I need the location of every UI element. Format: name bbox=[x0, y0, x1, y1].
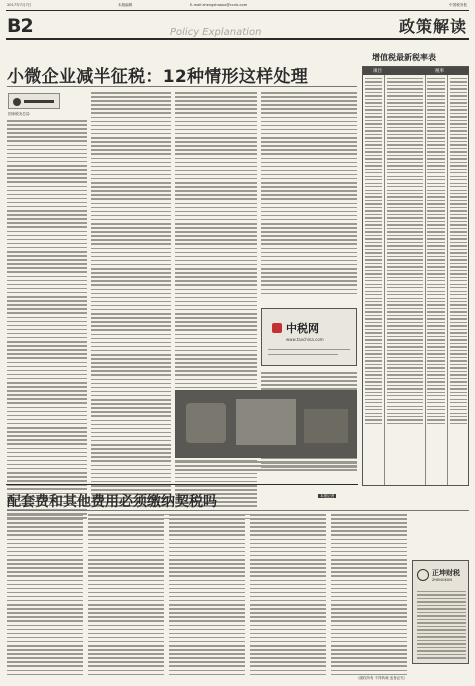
zhengkun-ad bbox=[412, 560, 469, 664]
ad-logo-sub: ZHENGKUN bbox=[432, 578, 452, 582]
top-rule bbox=[6, 10, 469, 11]
article1-col4 bbox=[261, 92, 357, 302]
email-line: E-mail:zhengzhaoxu@ccnb.com bbox=[190, 3, 248, 7]
byline: 国家税务总局 bbox=[8, 112, 30, 116]
sidebar-title: 增值税最新税率表 bbox=[372, 53, 436, 62]
article2-rule bbox=[7, 510, 469, 511]
table-header-col2: 税率 bbox=[435, 69, 444, 74]
footer-note: （版权所有 不得转载 违者必究） bbox=[356, 676, 408, 680]
article2-col1 bbox=[7, 514, 83, 676]
article2-col2 bbox=[88, 514, 164, 676]
article2-col4 bbox=[250, 514, 326, 676]
article1-ad-box bbox=[261, 308, 357, 366]
article1-photo bbox=[175, 390, 357, 458]
author-logo bbox=[8, 93, 60, 109]
header-rule-thick bbox=[6, 38, 469, 40]
article1-col2 bbox=[91, 92, 171, 520]
section-chinese: 政策解读 bbox=[398, 17, 467, 36]
newspaper-name: 中国税务报 bbox=[449, 3, 467, 7]
issue-date: 2017年7月7日 bbox=[7, 3, 32, 7]
article2-headline: 配套费和其他费用必须缴纳契税吗 bbox=[7, 494, 217, 510]
ad-box-title: 中税网 bbox=[286, 322, 319, 335]
page-code: B2 bbox=[7, 15, 33, 37]
ad-box-sub: www.taxchina.com bbox=[286, 337, 324, 342]
ad-logo-icon bbox=[417, 569, 429, 581]
ad-logo-text: 正坤财税 bbox=[432, 569, 460, 577]
section-english: Policy Explanation bbox=[170, 27, 262, 38]
editor-line: 本版编辑 bbox=[118, 3, 133, 7]
article2-tag: 本报记者 bbox=[320, 494, 335, 498]
article2-col5 bbox=[331, 514, 407, 676]
headline-underline bbox=[7, 86, 357, 87]
table-header-col1: 项目 bbox=[373, 69, 382, 74]
article1-col1 bbox=[7, 120, 87, 520]
article1-headline: 小微企业减半征税：12种情形这样处理 bbox=[7, 67, 309, 87]
article-divider bbox=[6, 484, 358, 485]
article2-col3 bbox=[169, 514, 245, 676]
vat-rate-table bbox=[362, 66, 469, 486]
photo-caption bbox=[175, 461, 357, 475]
